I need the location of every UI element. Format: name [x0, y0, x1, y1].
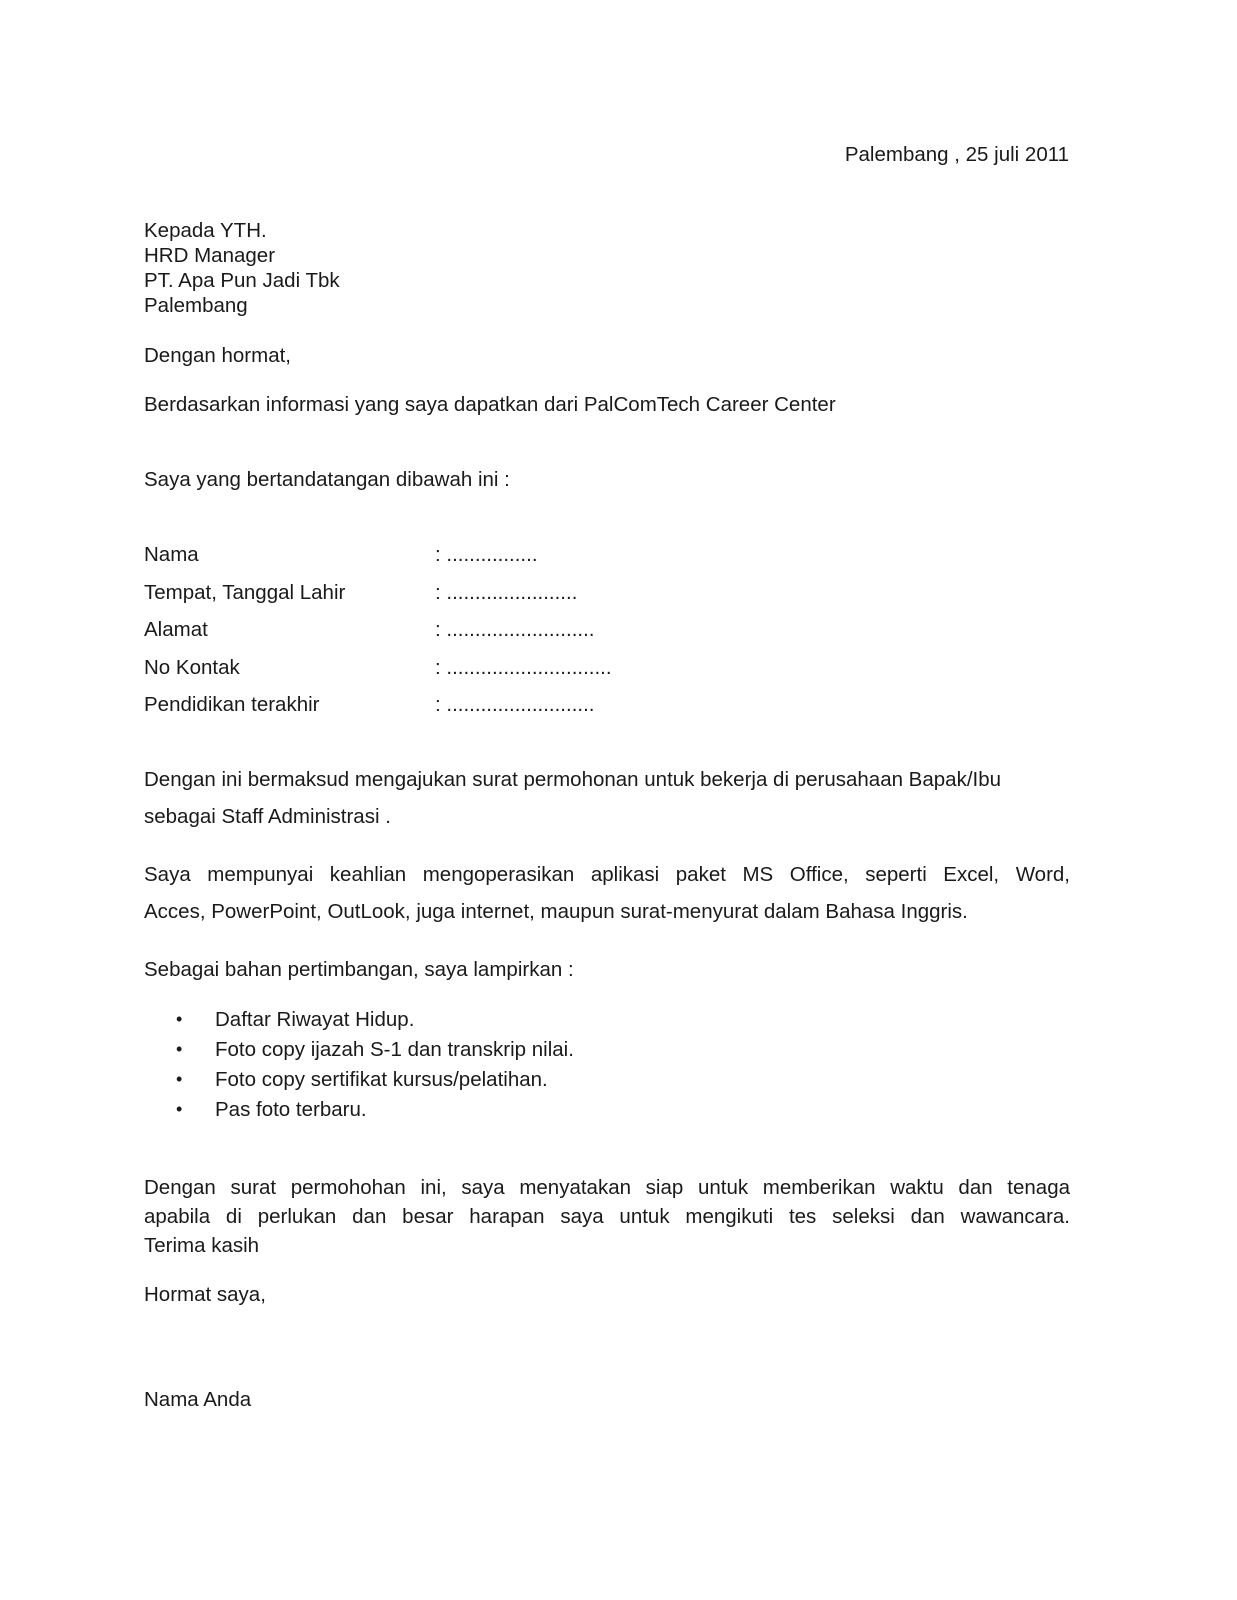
- bullet-icon: •: [176, 1069, 183, 1089]
- field-label-pendidikan: Pendidikan terakhir: [144, 693, 320, 716]
- recipient-line-1: Kepada YTH.: [144, 219, 267, 242]
- date-line: Palembang , 25 juli 2011: [844, 143, 1069, 166]
- paragraph2-line2: Acces, PowerPoint, OutLook, juga internet, maupun surat-menyurat dalam Bahasa Inggris.: [144, 900, 968, 923]
- recipient-line-4: Palembang: [144, 294, 248, 317]
- bullet-icon: •: [176, 1009, 183, 1029]
- attachment-item-2: Foto copy ijazah S-1 dan transkrip nilai.: [215, 1038, 574, 1061]
- field-value-ttl: : .......................: [435, 581, 578, 604]
- attachment-item-1: Daftar Riwayat Hidup.: [215, 1008, 415, 1031]
- sign-off: Hormat saya,: [144, 1283, 266, 1306]
- signature-name: Nama Anda: [144, 1388, 252, 1411]
- bullet-icon: •: [176, 1039, 183, 1059]
- closing-line2: apabila di perlukan dan besar harapan saya untuk mengikuti tes seleksi dan wawancara.: [144, 1205, 1070, 1228]
- field-label-ttl: Tempat, Tanggal Lahir: [144, 581, 346, 604]
- field-value-alamat: : ..........................: [435, 618, 595, 641]
- bullet-icon: •: [176, 1099, 183, 1119]
- closing-line1: Dengan surat permohohan ini, saya menyatakan siap untuk memberikan waktu dan tenaga: [144, 1176, 1070, 1199]
- field-value-kontak: : .............................: [435, 656, 612, 679]
- paragraph1-line1: Dengan ini bermaksud mengajukan surat permohonan untuk bekerja di perusahaan Bapak/Ibu: [144, 768, 1002, 791]
- recipient-line-3: PT. Apa Pun Jadi Tbk: [144, 269, 340, 292]
- closing-line3: Terima kasih: [144, 1234, 260, 1257]
- field-value-nama: : ................: [435, 543, 538, 566]
- attachment-item-4: Pas foto terbaru.: [215, 1098, 367, 1121]
- recipient-line-2: HRD Manager: [144, 244, 276, 267]
- field-label-kontak: No Kontak: [144, 656, 240, 679]
- field-value-pendidikan: : ..........................: [435, 693, 595, 716]
- paragraph2-line1: Saya mempunyai keahlian mengoperasikan aplikasi paket MS Office, seperti Excel, Word,: [144, 863, 1070, 886]
- attachments-intro: Sebagai bahan pertimbangan, saya lampirkan :: [144, 958, 574, 981]
- salutation: Dengan hormat,: [144, 344, 292, 367]
- intro-paragraph: Berdasarkan informasi yang saya dapatkan dari PalComTech Career Center: [144, 393, 836, 416]
- field-label-nama: Nama: [144, 543, 199, 566]
- paragraph1-line2: sebagai Staff Administrasi .: [144, 805, 391, 828]
- field-label-alamat: Alamat: [144, 618, 208, 641]
- signer-intro: Saya yang bertandatangan dibawah ini :: [144, 468, 510, 491]
- attachment-item-3: Foto copy sertifikat kursus/pelatihan.: [215, 1068, 548, 1091]
